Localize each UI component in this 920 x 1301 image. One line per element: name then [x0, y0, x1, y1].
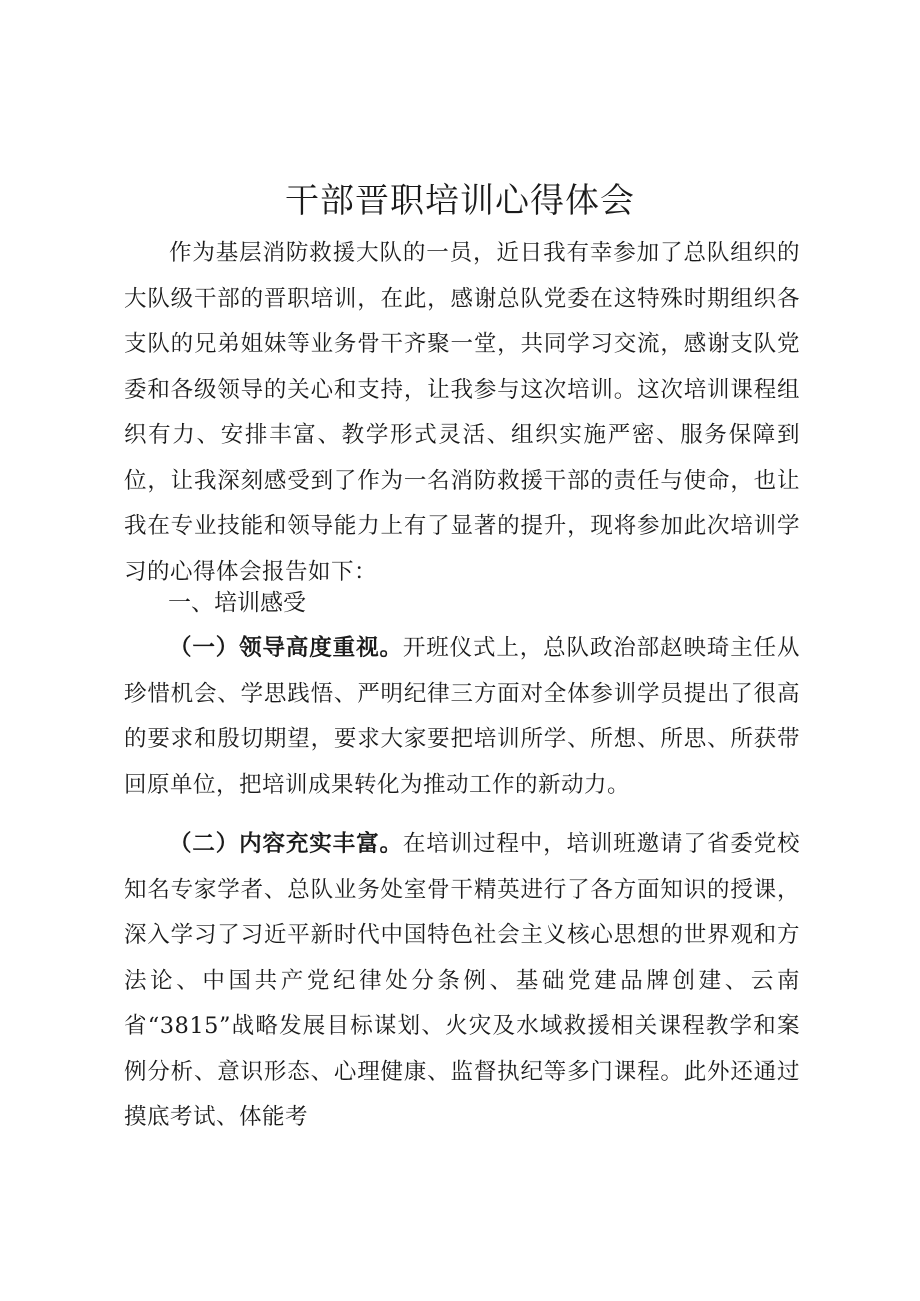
item-lead-content: （二）内容充实丰富。 — [169, 831, 403, 857]
item-paragraph-leadership — [124, 626, 800, 808]
document-title: 干部晋职培训心得体会 — [285, 181, 635, 221]
item-text-leadership: 开班仪式上，总队政治部赵映琦主任从珍惜机会、学思践悟、严明纪律三方面对全体参训学员提出了很高的要求和殷切期望，要求大家要把培训所学、所想、所思、所获带回原单位，把培训成果转化为推动工作的新动力。 — [124, 635, 800, 798]
intro-paragraph: 作为基层消防救援大队的一员，近日我有幸参加了总队组织的大队级干部的晋职培训，在此，感谢总队党委在这特殊时期组织各支队的兄弟姐妹等业务骨干齐聚一堂，共同学习交流，感谢支队党委和各级领导的关心和支持，让我参与这次培训。这次培训课程组织有力、安排丰富、教学形式灵活、组织实施严密、服务保障到位，让我深刻感受到了作为一名消防救援干部的责任与使命，也让我在专业技能和领导能力上有了显著的提升，现将参加此次培训学习的心得体会报告如下： — [124, 240, 800, 585]
section-heading-training-impressions: 一、培训感受 — [168, 590, 306, 616]
item-text-content: 在培训过程中，培训班邀请了省委党校知名专家学者、总队业务处室骨干精英进行了各方面知识的授课，深入学习了习近平新时代中国特色社会主义核心思想的世界观和方法论、中国共产党纪律处分条例、基础党建品牌创建、云南省“3815”战略发展目标谋划、火灾及水域救援相关课程教学和案例分析、意识形态、心理健康、监督执纪等多门课程。此外还通过摸底考试、体能考 — [124, 831, 800, 1130]
item-paragraph-content — [124, 822, 800, 1141]
item-lead-leadership: （一）领导高度重视。 — [169, 635, 403, 661]
